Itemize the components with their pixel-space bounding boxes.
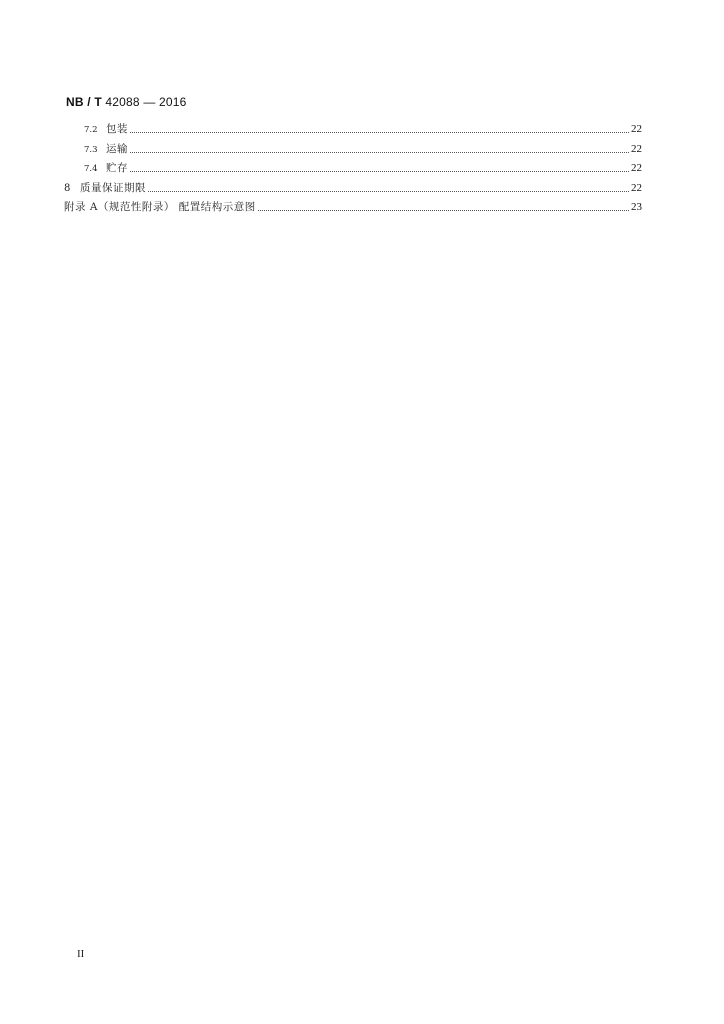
toc-entry-page: 22 — [631, 123, 642, 135]
toc-dot-leader — [148, 191, 629, 192]
document-code-prefix: NB / T — [66, 95, 102, 109]
table-of-contents — [64, 120, 642, 218]
toc-entry-page: 23 — [631, 201, 642, 213]
toc-entry-7-3[interactable] — [64, 140, 642, 160]
toc-entry-number: 7.4 — [84, 164, 98, 174]
toc-entry-title: 运输 — [106, 142, 128, 155]
toc-entry-page: 22 — [631, 162, 642, 174]
toc-entry-7-2[interactable] — [64, 120, 642, 140]
toc-dot-leader — [130, 152, 629, 153]
toc-entry-number: 7.3 — [84, 144, 98, 155]
document-code — [66, 95, 187, 109]
toc-entry-number: 7.2 — [84, 125, 98, 135]
toc-dot-leader — [130, 171, 629, 172]
toc-dot-leader — [130, 132, 629, 133]
toc-entry-appendix-a[interactable] — [64, 198, 642, 218]
toc-entry-8[interactable] — [64, 179, 642, 199]
document-code-number: 42088 — 2016 — [105, 95, 187, 109]
toc-dot-leader — [258, 210, 629, 211]
toc-entry-title: 包装 — [106, 123, 128, 135]
toc-entry-title: 附录 A（规范性附录） 配置结构示意图 — [64, 201, 256, 213]
toc-entry-page: 22 — [631, 142, 642, 155]
toc-entry-page: 22 — [631, 181, 642, 194]
toc-entry-7-4[interactable] — [64, 159, 642, 179]
toc-entry-title: 贮存 — [106, 162, 128, 174]
toc-entry-number: 8 — [64, 182, 71, 194]
footer-page-number: II — [77, 948, 85, 960]
toc-entry-title: 质量保证期限 — [80, 181, 146, 194]
